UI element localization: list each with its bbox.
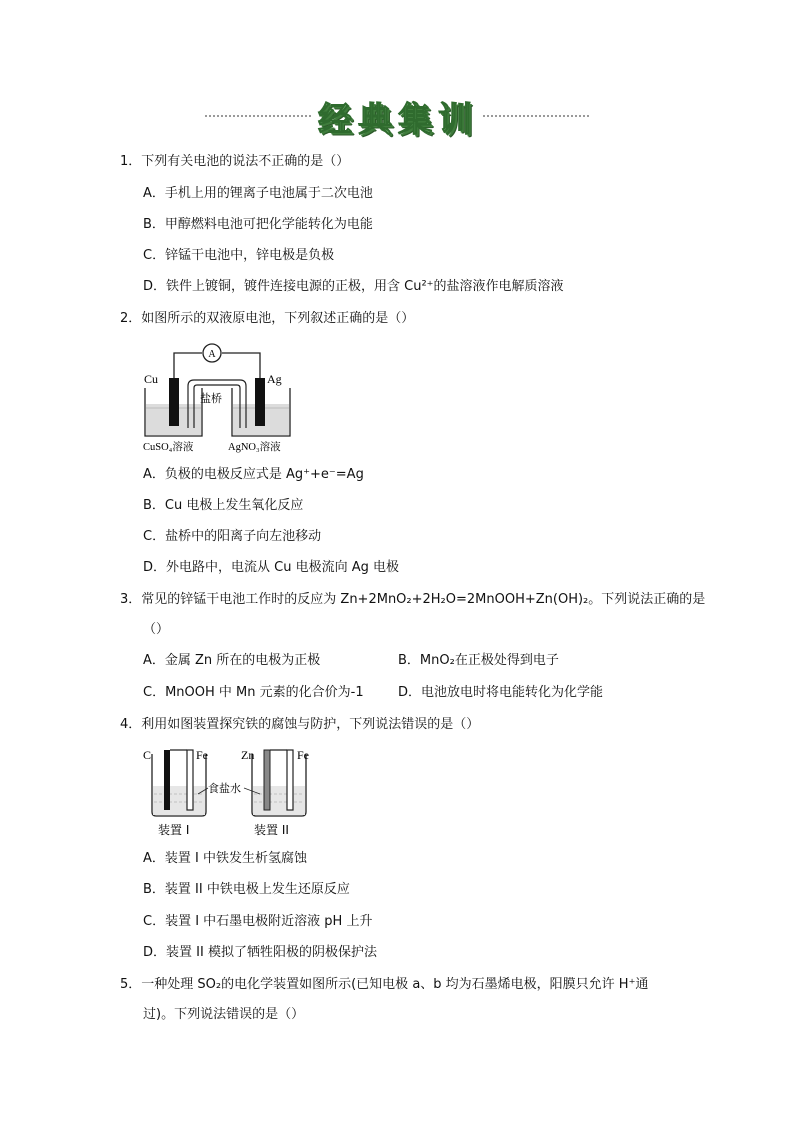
question-1-stem (120, 153, 349, 171)
banner-left-dots (205, 115, 311, 117)
device2-right-label: Fe (297, 748, 309, 762)
ammeter-label: A (208, 349, 216, 360)
device1-fe-electrode (187, 750, 193, 810)
question-text: 常见的锌锰干电池工作时的反应为 Zn+2MnO₂+2H₂O=2MnOOH+Zn(OH)₂。下列说法正确的是 (141, 592, 706, 607)
q3-option-a: A．金属 Zn 所在的电极为正极 (143, 653, 321, 668)
question-5-stem-cont: 过)。下列说法错误的是（） (143, 1007, 305, 1022)
question-2-stem (120, 310, 414, 328)
question-number: 5． (120, 977, 142, 992)
q1-option-a: A．手机上用的锂离子电池属于二次电池 (143, 186, 373, 201)
device1-left-label: C (143, 748, 152, 762)
device1-label: 装置 I (158, 823, 190, 837)
salt-bridge-label: 盐桥 (200, 392, 222, 405)
device1-right-label: Fe (196, 748, 208, 762)
q3-option-c: C．MnOOH 中 Mn 元素的化合价为-1 (143, 685, 364, 700)
q2-option-c: C．盐桥中的阳离子向左池移动 (143, 529, 322, 544)
q4-option-b: B．装置 II 中铁电极上发生还原反应 (143, 882, 350, 897)
device2-left-label: Zn (241, 748, 255, 762)
q3-option-b: B．MnO₂在正极处得到电子 (398, 653, 559, 668)
solution-label: 食盐水 (208, 782, 241, 795)
wire-right (222, 353, 260, 380)
question-5-stem (120, 976, 648, 994)
cu-electrode (169, 378, 179, 426)
ag-label: Ag (267, 372, 282, 386)
question-text: 利用如图装置探究铁的腐蚀与防护，下列说法错误的是（） (141, 717, 480, 732)
device2-label: 装置 II (254, 823, 289, 837)
device2-fe-electrode (287, 750, 293, 810)
corrosion-apparatus-diagram (140, 742, 320, 840)
question-number: 3． (120, 592, 142, 607)
question-number: 2． (120, 311, 142, 326)
wire-left (174, 353, 202, 380)
right-solution-label: AgNO₃溶液 (228, 442, 281, 453)
q1-option-d: D．铁件上镀铜，镀件连接电源的正极，用含 Cu²⁺的盐溶液作电解质溶液 (143, 279, 564, 294)
galvanic-cell-diagram (140, 338, 300, 458)
question-number: 4． (120, 717, 142, 732)
device1-carbon-electrode (164, 750, 170, 810)
q4-option-a: A．装置 I 中铁发生析氢腐蚀 (143, 851, 307, 866)
q2-option-a: A．负极的电极反应式是 Ag⁺+e⁻=Ag (143, 467, 364, 482)
q2-option-b: B．Cu 电极上发生氧化反应 (143, 498, 304, 513)
device2-zn-electrode (264, 750, 270, 810)
question-text: 下列有关电池的说法不正确的是（） (141, 154, 350, 169)
q4-option-d: D．装置 II 模拟了牺牲阳极的阴极保护法 (143, 945, 377, 960)
question-4-stem (120, 716, 479, 734)
question-3-stem-cont: （） (143, 622, 170, 637)
q1-option-c: C．锌锰干电池中，锌电极是负极 (143, 248, 335, 263)
question-text: 一种处理 SO₂的电化学装置如图所示(已知电极 a、b 均为石墨烯电极，阳膜只允许 H⁺通 (141, 977, 649, 992)
device1-solution (153, 786, 205, 815)
cu-label: Cu (144, 372, 159, 386)
question-number: 1． (120, 154, 142, 169)
banner-right-dots (483, 115, 589, 117)
q1-option-b: B．甲醇燃料电池可把化学能转化为电能 (143, 217, 373, 232)
device2-solution (253, 786, 305, 815)
ag-electrode (255, 378, 265, 426)
question-text: 如图所示的双液原电池，下列叙述正确的是（） (141, 311, 415, 326)
q2-option-d: D．外电路中，电流从 Cu 电极流向 Ag 电极 (143, 560, 400, 575)
question-3-stem (120, 591, 705, 609)
q3-option-d: D．电池放电时将电能转化为化学能 (398, 685, 604, 700)
left-solution-label: CuSO₄溶液 (143, 442, 194, 453)
section-banner (205, 88, 589, 144)
banner-title: 经典集训 (318, 100, 478, 140)
q4-option-c: C．装置 I 中石墨电极附近溶液 pH 上升 (143, 914, 373, 929)
